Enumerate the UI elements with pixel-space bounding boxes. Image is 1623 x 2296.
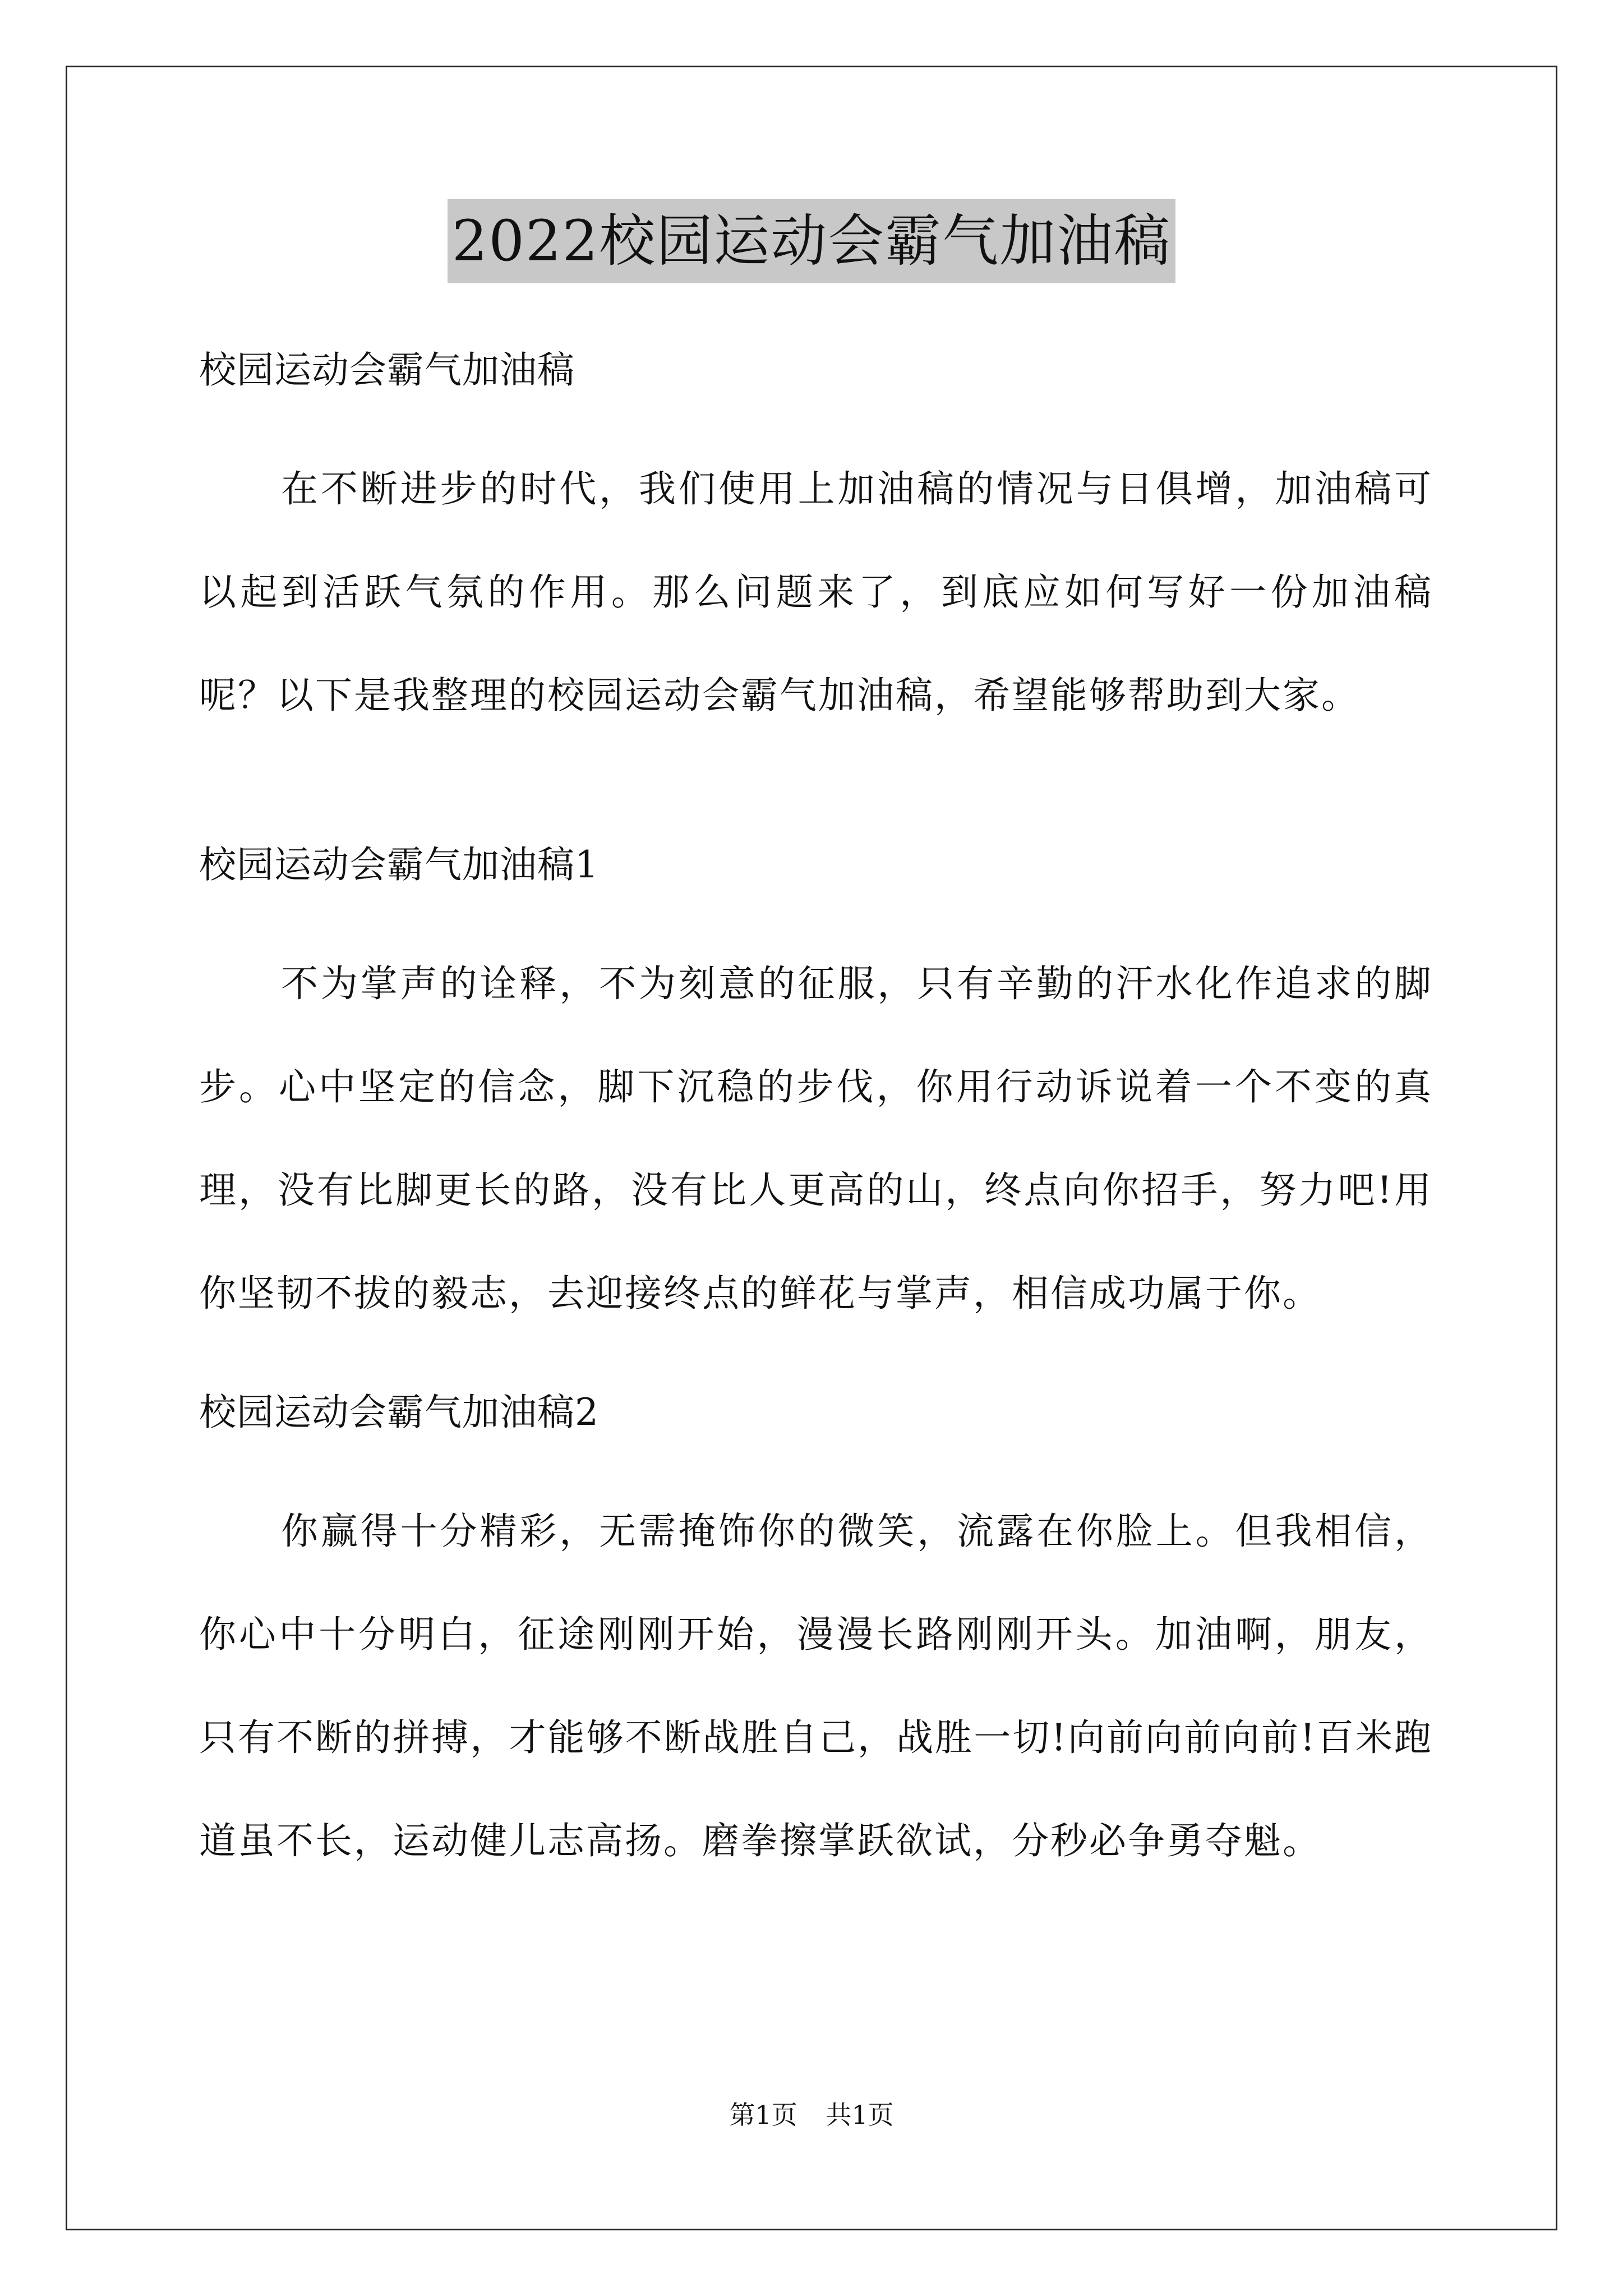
spacer (199, 1345, 1433, 1379)
title-container (0, 199, 1623, 283)
page-number: 第1页 (729, 2100, 797, 2130)
intro-paragraph: 在不断进步的时代，我们使用上加油稿的情况与日俱增，加油稿可以起到活跃气氛的作用。那么问题来了，到底应如何写好一份加油稿呢？以下是我整理的校园运动会霸气加油稿，希望能够帮助到大家。 (199, 467, 1433, 717)
section-heading-1: 校园运动会霸气加油稿1 (199, 843, 599, 886)
document-body (199, 337, 1433, 1893)
page-footer (0, 2098, 1623, 2132)
page-total: 共1页 (826, 2100, 894, 2130)
section-paragraph-1: 不为掌声的诠释，不为刻意的征服，只有辛勤的汗水化作追求的脚步。心中坚定的信念，脚下沉稳的步伐，你用行动诉说着一个不变的真理，没有比脚更长的路，没有比人更高的山，终点向你招手，努力吧!用你坚韧不拔的毅志，去迎接终点的鲜花与掌声，相信成功属于你。 (199, 962, 1433, 1315)
document-title: 2022校园运动会霸气加油稿 (448, 199, 1176, 283)
section-heading-2: 校园运动会霸气加油稿2 (199, 1391, 599, 1434)
intro-heading: 校园运动会霸气加油稿 (199, 348, 575, 392)
spacer (199, 747, 1433, 831)
section-paragraph-2: 你赢得十分精彩，无需掩饰你的微笑，流露在你脸上。但我相信，你心中十分明白，征途刚刚开始，漫漫长路刚刚开头。加油啊，朋友，只有不断的拼搏，才能够不断战胜自己，战胜一切!向前向前向前!百米跑道虽不长，运动健儿志高扬。磨拳擦掌跃欲试，分秒必争勇夺魁。 (199, 1510, 1433, 1862)
